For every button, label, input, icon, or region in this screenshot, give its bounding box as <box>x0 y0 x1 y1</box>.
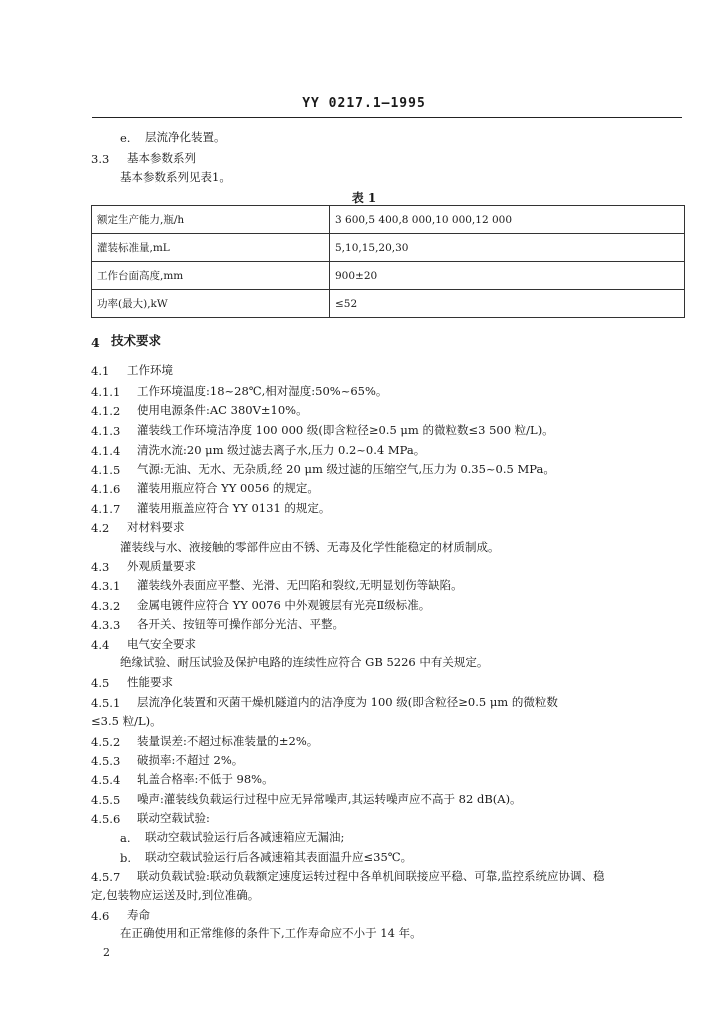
clause-text: 各开关、按钮等可操作部分光洁、平整。 <box>137 617 344 631</box>
clause-text: 灌装用瓶盖应符合 YY 0131 的规定。 <box>137 501 331 515</box>
clause-text: 使用电源条件:AC 380V±10%。 <box>137 403 308 417</box>
clause-text: 层流净化装置和灭菌干燥机隧道内的洁净度为 100 级(即含粒径≥0.5 μm 的微粒数 <box>137 695 558 709</box>
section-number: 4.6 <box>91 909 110 923</box>
table-cell-label: 工作台面高度,mm <box>92 262 330 290</box>
table-row <box>92 262 685 290</box>
section-title: 技术要求 <box>111 333 162 348</box>
list-marker-e: e. <box>120 131 131 145</box>
clause-text: 气源:无油、无水、无杂质,经 20 μm 级过滤的压缩空气,压力为 0.35~0.5 MPa。 <box>137 462 555 476</box>
section-number: 4.5.4 <box>91 773 121 787</box>
table-cell-value: 5,10,15,20,30 <box>330 234 685 262</box>
section-title: 对材料要求 <box>127 520 185 534</box>
clause-text: 灌装线工作环境洁净度 100 000 级(即含粒径≥0.5 μm 的微粒数≤3 500 粒/L)。 <box>137 423 554 437</box>
section-number: 4 <box>91 335 100 350</box>
table-row <box>92 290 685 318</box>
section-number: 4.5.2 <box>91 735 121 749</box>
page-number: 2 <box>103 946 110 959</box>
clause-text: 金属电镀件应符合 YY 0076 中外观镀层有光亮Ⅱ级标准。 <box>137 598 431 612</box>
section-title: 寿命 <box>127 908 150 922</box>
table-cell-value: 900±20 <box>330 262 685 290</box>
clause-text: 灌装线与水、液接触的零部件应由不锈、无毒及化学性能稳定的材质制成。 <box>120 540 500 554</box>
section-number: 4.1.5 <box>91 463 121 477</box>
clause-text: 工作环境温度:18~28℃,相对湿度:50%~65%。 <box>137 384 388 398</box>
table-cell-label: 功率(最大),kW <box>92 290 330 318</box>
section-number: 4.1.4 <box>91 444 121 458</box>
clause-text: 联动负载试验:联动负载额定速度运转过程中各单机间联接应平稳、可靠,监控系统应协调、稳 <box>137 869 605 883</box>
section-title: 外观质量要求 <box>127 559 196 573</box>
list-marker: a. <box>120 831 131 845</box>
section-number: 4.5.5 <box>91 793 121 807</box>
section-number: 4.1.2 <box>91 404 121 418</box>
list-item-text: 联动空载试验运行后各减速箱其表面温升应≤35℃。 <box>145 850 413 864</box>
section-number: 4.5 <box>91 676 110 690</box>
section-number: 4.5.1 <box>91 696 121 710</box>
clause-text: 在正确使用和正常维修的条件下,工作寿命应不小于 14 年。 <box>120 926 422 940</box>
section-title: 电气安全要求 <box>127 637 196 651</box>
section-number: 4.4 <box>91 638 110 652</box>
section-number-3-3: 3.3 <box>91 152 110 166</box>
section-number: 4.1.1 <box>91 385 121 399</box>
paragraph-3-3: 基本参数系列见表1。 <box>120 170 231 184</box>
section-number: 4.1.3 <box>91 424 121 438</box>
section-number: 4.5.3 <box>91 754 121 768</box>
list-marker: b. <box>120 851 132 865</box>
section-title: 性能要求 <box>127 675 173 689</box>
clause-text: 装量误差:不超过标准装量的±2%。 <box>137 734 319 748</box>
clause-text: 联动空载试验: <box>137 811 210 825</box>
section-title-3-3: 基本参数系列 <box>127 151 196 165</box>
section-number: 4.5.7 <box>91 870 121 884</box>
header-rule <box>92 117 682 118</box>
clause-text: 清洗水流:20 μm 级过滤去离子水,压力 0.2~0.4 MPa。 <box>137 443 426 457</box>
section-number: 4.1.7 <box>91 502 121 516</box>
table-caption: 表 1 <box>351 191 377 205</box>
clause-text: 噪声:灌装线负载运行过程中应无异常噪声,其运转噪声应不高于 82 dB(A)。 <box>137 792 522 806</box>
clause-text: 灌装线外表面应平整、光滑、无凹陷和裂纹,无明显划伤等缺陷。 <box>137 578 463 592</box>
clause-text-continued: ≤3.5 粒/L)。 <box>91 714 162 728</box>
section-number: 4.2 <box>91 521 110 535</box>
clause-text: 绝缘试验、耐压试验及保护电路的连续性应符合 GB 5226 中有关规定。 <box>120 655 489 669</box>
section-title: 工作环境 <box>127 363 173 377</box>
section-number: 4.1.6 <box>91 482 121 496</box>
table-row <box>92 234 685 262</box>
section-number: 4.3.3 <box>91 618 121 632</box>
table-cell-label: 额定生产能力,瓶/h <box>92 206 330 234</box>
parameter-table <box>91 205 685 318</box>
list-item-text: 联动空载试验运行后各减速箱应无漏油; <box>145 830 345 844</box>
table-cell-value: ≤52 <box>330 290 685 318</box>
clause-text: 轧盖合格率:不低于 98%。 <box>137 772 274 786</box>
table-cell-value: 3 600,5 400,8 000,10 000,12 000 <box>330 206 685 234</box>
clause-text: 破损率:不超过 2%。 <box>137 753 244 767</box>
section-number: 4.5.6 <box>91 812 121 826</box>
clause-text-continued: 定,包装物应运送及时,到位准确。 <box>91 888 260 902</box>
section-number: 4.3 <box>91 560 110 574</box>
document-code-header: YY 0217.1—1995 <box>302 96 426 111</box>
section-number: 4.3.2 <box>91 599 121 613</box>
section-number: 4.1 <box>91 364 110 378</box>
section-number: 4.3.1 <box>91 579 121 593</box>
clause-text: 灌装用瓶应符合 YY 0056 的规定。 <box>137 481 319 495</box>
table-row <box>92 206 685 234</box>
table-cell-label: 灌装标准量,mL <box>92 234 330 262</box>
list-item-e-text: 层流净化装置。 <box>145 130 226 144</box>
